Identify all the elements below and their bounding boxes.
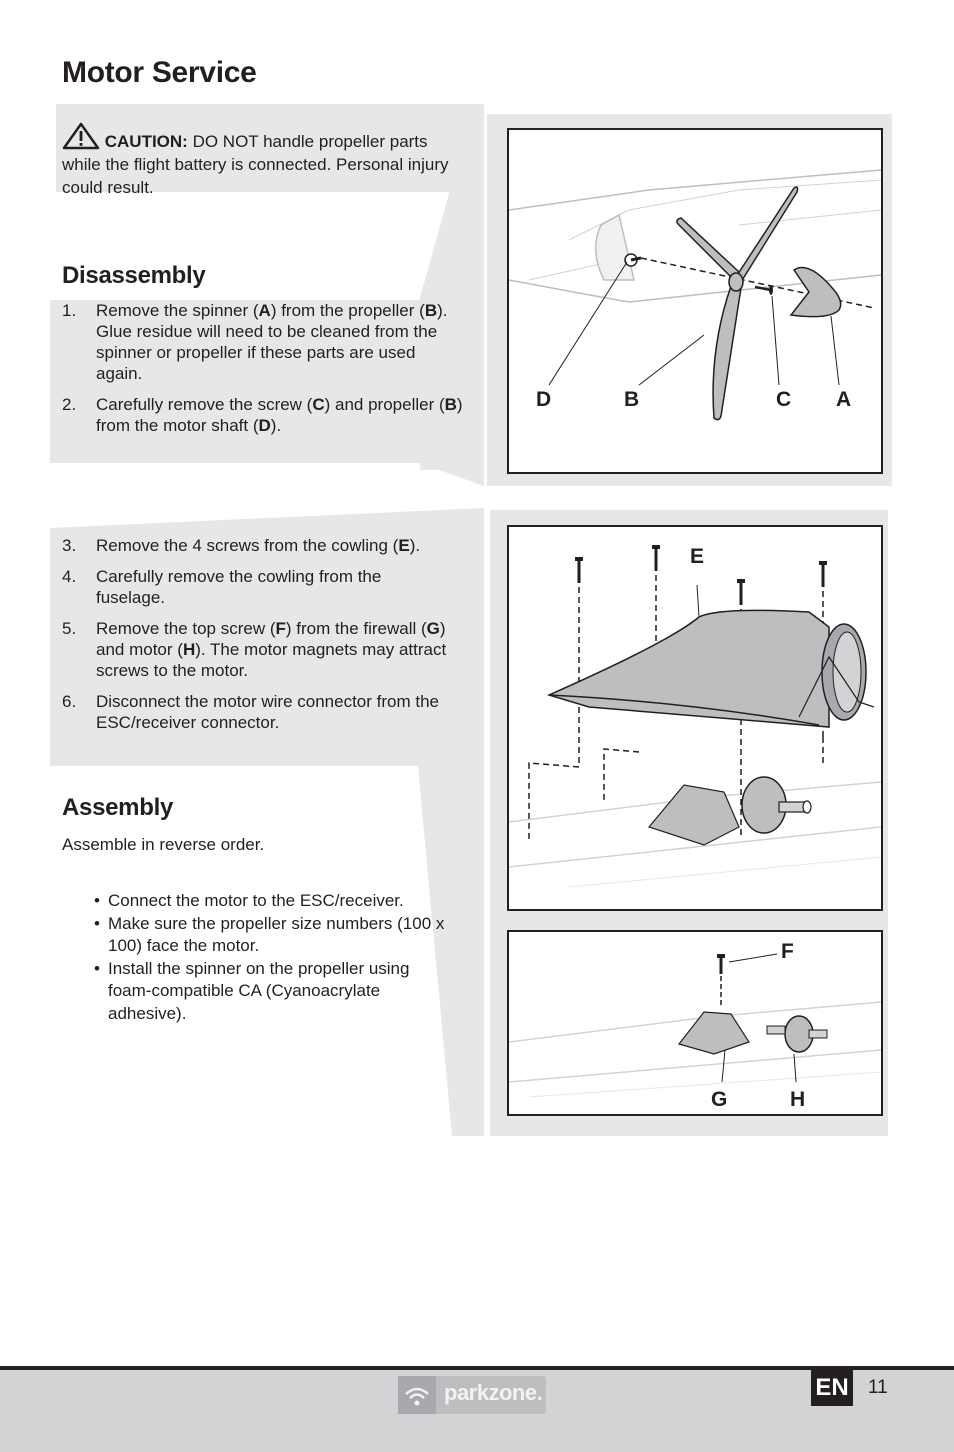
bullet-text: Install the spinner on the propeller using foam-compatible CA (Cyanoacrylate adhesive). bbox=[108, 958, 410, 1023]
step-number: 4. bbox=[62, 567, 77, 586]
propeller-illustration bbox=[509, 130, 881, 472]
bullet-text: Connect the motor to the ESC/receiver. bbox=[108, 891, 404, 910]
step-item bbox=[62, 618, 454, 681]
page-title: Motor Service bbox=[62, 56, 257, 89]
bullet-text: Make sure the propeller size numbers (100 x 100) face the motor. bbox=[108, 913, 445, 955]
brand-name: parkzone. bbox=[444, 1380, 543, 1405]
page-number: 11 bbox=[868, 1377, 888, 1398]
caution-label: CAUTION: bbox=[104, 132, 188, 151]
step-item bbox=[62, 566, 454, 608]
assembly-heading: Assembly bbox=[62, 794, 173, 821]
list-item: • Install the spinner on the propeller using foam-compatible CA (Cyanoacrylate adhesive). bbox=[62, 958, 452, 1026]
label-e: E bbox=[690, 545, 705, 568]
step-number: 2. bbox=[62, 395, 77, 414]
label-g: G bbox=[711, 1088, 728, 1111]
step-number: 3. bbox=[62, 536, 77, 555]
assembly-bullets bbox=[62, 890, 452, 1025]
disassembly-steps-group-2 bbox=[62, 535, 454, 743]
step-number: 1. bbox=[62, 301, 77, 320]
step-number: 5. bbox=[62, 619, 77, 638]
label-f: F bbox=[781, 940, 794, 963]
label-d: D bbox=[536, 388, 552, 411]
caution-message: DO NOT handle propeller parts while the flight battery is connected. Personal injury could result. bbox=[62, 132, 449, 197]
wifi-logo-icon bbox=[398, 1376, 436, 1414]
label-a: A bbox=[836, 388, 852, 411]
disassembly-steps-group-1 bbox=[62, 300, 464, 446]
step-number: 6. bbox=[62, 692, 77, 711]
step-text: Disconnect the motor wire connector from the ESC/receiver connector. bbox=[96, 692, 439, 732]
step-text: Remove the spinner (A) from the propeller (B). Glue residue will need to be cleaned from the spinner or propeller if these parts are used again. bbox=[96, 301, 448, 383]
step-text: Remove the 4 screws from the cowling (E). bbox=[96, 536, 421, 555]
step-text: Carefully remove the cowling from the fuselage. bbox=[96, 567, 382, 607]
label-b: B bbox=[624, 388, 640, 411]
figure-motor-removal bbox=[507, 930, 883, 1116]
step-item bbox=[62, 394, 464, 436]
step-item bbox=[62, 300, 464, 384]
list-item: • Make sure the propeller size numbers (100 x 100) face the motor. bbox=[62, 913, 452, 958]
motor-illustration bbox=[509, 932, 881, 1114]
assembly-intro: Assemble in reverse order. bbox=[62, 835, 265, 854]
cowling-illustration bbox=[509, 527, 881, 909]
list-item: • Connect the motor to the ESC/receiver. bbox=[62, 890, 452, 913]
figure-cowling-removal bbox=[507, 525, 883, 911]
language-badge: EN bbox=[811, 1370, 853, 1406]
step-text: Carefully remove the screw (C) and propeller (B) from the motor shaft (D). bbox=[96, 395, 463, 435]
label-h: H bbox=[790, 1088, 806, 1111]
step-item bbox=[62, 535, 454, 556]
step-item bbox=[62, 691, 454, 733]
label-c: C bbox=[776, 388, 792, 411]
step-text: Remove the top screw (F) from the firewall (G) and motor (H). The motor magnets may attract screws to the motor. bbox=[96, 619, 447, 680]
disassembly-heading: Disassembly bbox=[62, 262, 206, 289]
figure-propeller-removal bbox=[507, 128, 883, 474]
